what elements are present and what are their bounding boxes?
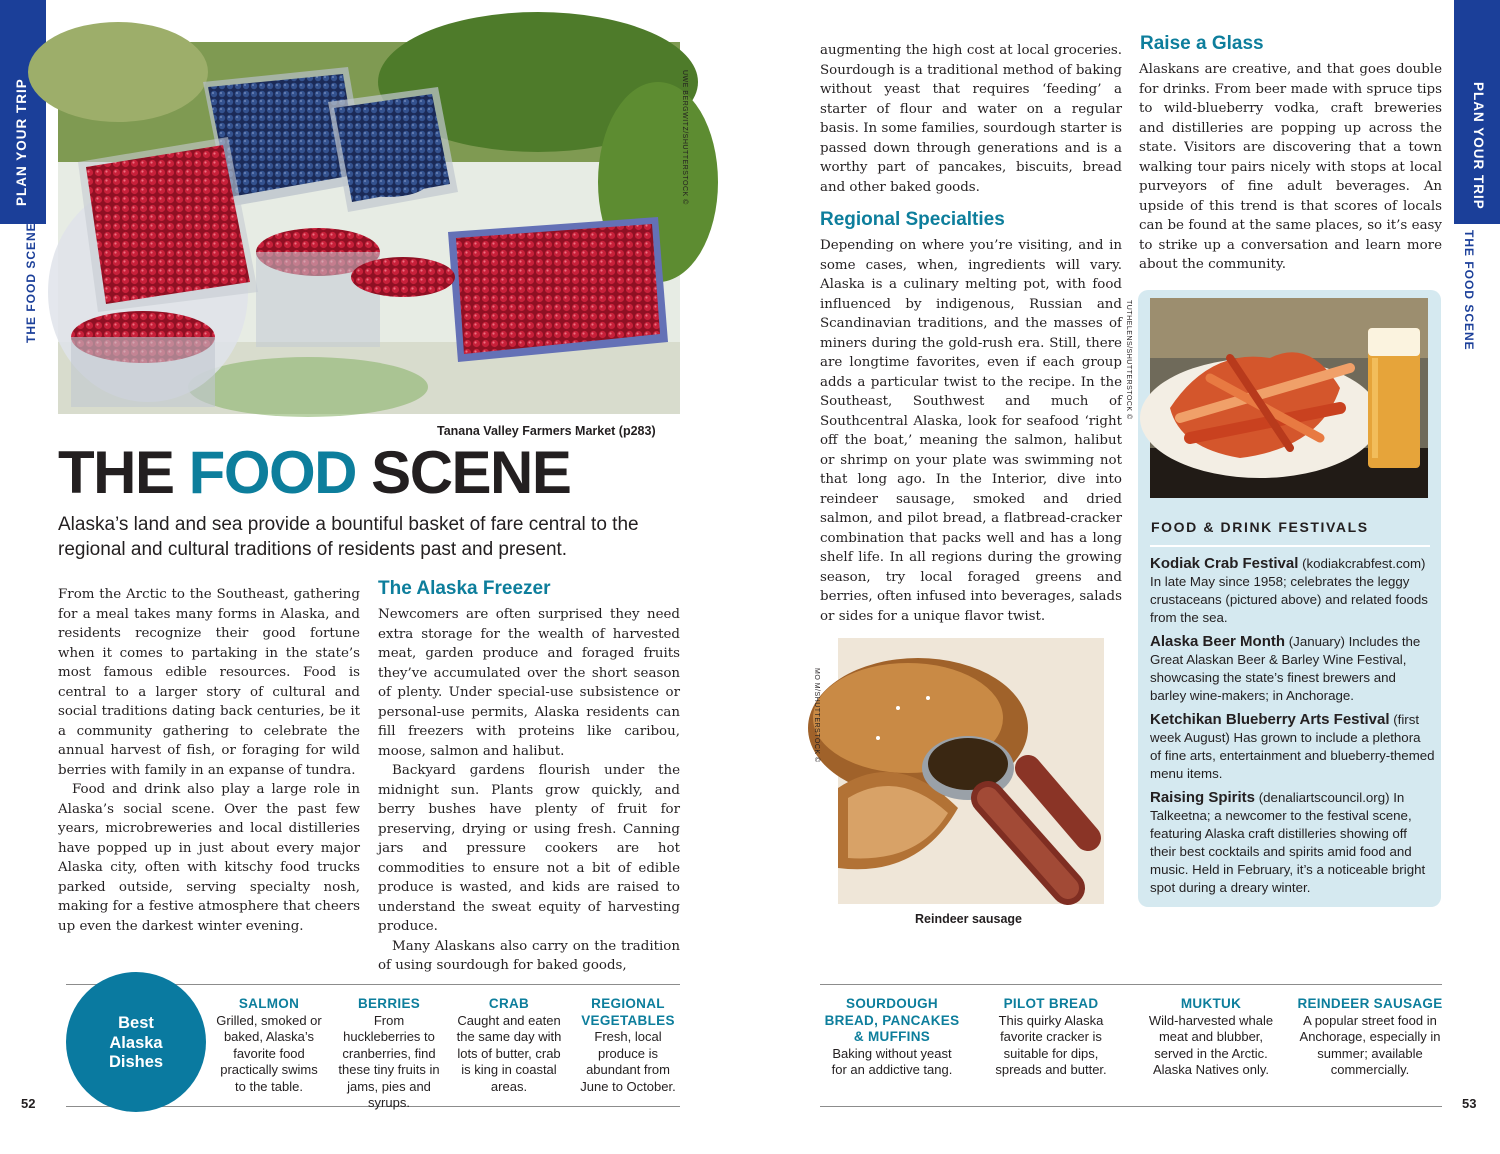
chapter-label-right: THE FOOD SCENE <box>1462 230 1476 351</box>
section-heading-freezer: The Alaska Freezer <box>378 578 551 599</box>
dish-item <box>455 996 563 1095</box>
paragraph: Backyard gardens flourish under the midnight sun. Plants grow quickly, and berry bushes have plenty of fruit for preserving, drying or using fresh. Canning jars and pressure cookers are hot commodities to ensure not a bit of edible produce is wasted, and kids are raised to understand the sweat equity of harvesting produce. <box>378 763 680 934</box>
dish-item <box>1296 996 1444 1079</box>
paragraph: Food and drink also play a large role in Alaska’s social scene. Over the past few years, microbreweries and local distilleries have popped up in just about every major Alaska city, often with kitschy food trucks parked outside, serving specialty nosh, making for a festive atmosphere that cheers up even the darkest winter evening. <box>58 782 360 934</box>
paragraph: Alaskans are creative, and that goes double for drinks. From beer made with spruce tips to wild-blueberry vodka, craft breweries and distilleries are popping up across the state. Visitors are discovering that a town walking tour pairs nicely with stops at local purveyors of fine adult beverages. An upside of this trend is that scores of locals can be found at the same places, so it’s easy to strike up a conversation and learn more about the community. <box>1139 62 1442 272</box>
festival-desc: (January) Includes the Great Alaskan Beer & Barley Wine Festival, showcasing the state’s finest brewers and barley wine-makers; in Anchorage. <box>1150 634 1421 703</box>
dish-desc: Baking without yeast for an addictive tang. <box>831 1045 953 1077</box>
festival-item <box>1150 633 1435 705</box>
festival-name: Raising Spirits <box>1150 789 1256 806</box>
festival-name: Alaska Beer Month <box>1150 633 1286 650</box>
intro-standfirst: Alaska’s land and sea provide a bountiful basket of fare central to the regional and cultural traditions of residents past and present. <box>58 514 639 560</box>
page-number-left: 52 <box>21 1096 36 1111</box>
paragraph: Newcomers are often surprised they need extra storage for the wealth of harvested meat, garden produce and foraged fruits they’ve accumulated over the short season of plenty. Under special-use subsistence or personal-use permits, Alaska residents can fill freezers with proteins like caribou, moose, salmon and halibut. <box>378 607 680 759</box>
festival-desc: (first week August) Has grown to include a plethora of fine arts, entertainment and blueberry-themed menu items. <box>1150 712 1435 781</box>
festival-item <box>1150 555 1435 627</box>
dish-item <box>215 996 323 1095</box>
festival-desc: (kodiakcrabfest.com) In late May since 1958; celebrates the leggy crustaceans (pictured above) and related foods from the sea. <box>1150 556 1428 625</box>
festival-item <box>1150 711 1435 783</box>
farmers-market-photo <box>58 42 680 414</box>
section-heading-glass: Raise a Glass <box>1140 33 1264 54</box>
dish-desc: A popular street food in Anchorage, especially in summer; available commercially. <box>1299 1012 1441 1077</box>
dish-name: MUKTUK <box>1180 996 1242 1011</box>
section-label-left: PLAN YOUR TRIP <box>14 78 29 206</box>
dish-item <box>990 996 1112 1079</box>
festival-item <box>1150 789 1435 897</box>
body-column-3 <box>820 236 1122 631</box>
dish-desc: Fresh, local produce is abundant from June to October. <box>580 1029 676 1094</box>
berries-illustration <box>58 42 680 414</box>
dish-item <box>335 996 443 1112</box>
festivals-title: FOOD & DRINK FESTIVALS <box>1151 519 1369 535</box>
festival-desc: (denaliartscouncil.org) In Talkeetna; a newcomer to the festival scene, featuring Alaska craft distilleries showing off their best cocktails and spirits amid food and music. Held in February, it’s a noticeable bright spot during a dreary winter. <box>1150 790 1426 895</box>
page-title <box>58 440 570 506</box>
body-column-2 <box>378 605 680 973</box>
best-dishes-badge <box>66 972 206 1112</box>
sausage-photo-caption: Reindeer sausage <box>915 912 1022 926</box>
page-number-right: 53 <box>1462 1096 1477 1111</box>
festival-name: Kodiak Crab Festival <box>1150 555 1299 572</box>
dish-name: SOURDOUGH BREAD, PANCAKES & MUFFINS <box>824 996 960 1044</box>
dish-name: CRAB <box>488 996 530 1011</box>
section-heading-regional: Regional Specialties <box>820 209 1005 230</box>
dishes-top-rule-right <box>820 984 1442 985</box>
body-column-3-top <box>820 41 1122 201</box>
best-dishes-label: Best Alaska Dishes <box>108 1014 164 1071</box>
dish-desc: Caught and eaten the same day with lots of butter, crab is king in coastal areas. <box>456 1012 562 1094</box>
title-word-food: FOOD <box>188 439 356 506</box>
dish-name: SALMON <box>238 996 300 1011</box>
dish-item <box>574 996 682 1095</box>
sausage-photo-credit: MO M/SHUTTERSTOCK © <box>813 668 820 763</box>
dish-desc: From huckleberries to cranberries, find these tiny fruits in jams, pies and syrups. <box>338 1012 440 1110</box>
dish-desc: Wild-harvested whale meat and blubber, served in the Arctic. Alaska Natives only. <box>1148 1012 1274 1077</box>
body-column-1 <box>58 585 360 960</box>
paragraph: From the Arctic to the Southeast, gathering for a meal takes many forms in Alaska, and residents recognize their good fortune when it comes to partaking in the state’s most famous edible resources. Food is central to a larger story of cultural and social traditions dating back centuries, be it a community gathering to celebrate the annual harvest of fish, or foraging for wild berries with family in an expanse of tundra. <box>58 587 360 778</box>
dish-item <box>824 996 960 1079</box>
section-label-right: PLAN YOUR TRIP <box>1471 82 1486 210</box>
body-column-4 <box>1139 60 1442 278</box>
title-word-scene: SCENE <box>356 439 571 506</box>
crab-photo-credit: TUTHELENS/SHUTTERSTOCK © <box>1125 300 1132 420</box>
festivals-divider <box>1150 545 1430 547</box>
crab-illustration <box>1150 298 1428 498</box>
chapter-label-left: THE FOOD SCENE <box>24 222 38 343</box>
dish-desc: Grilled, smoked or baked, Alaska’s favorite food practically swims to the table. <box>216 1012 322 1094</box>
dish-item <box>1144 996 1278 1079</box>
paragraph: augmenting the high cost at local groceries. Sourdough is a traditional method of baking without yeast that requires ‘feeding’ a starter of flour and water on a regular basis. In some families, sourdough starter is passed down through generations and is a worthy part of pancakes, biscuits, bread and other baked goods. <box>820 43 1122 195</box>
title-word-the: THE <box>58 439 189 506</box>
festival-name: Ketchikan Blueberry Arts Festival <box>1150 711 1390 728</box>
sausage-illustration <box>838 638 1104 904</box>
dish-name: BERRIES <box>357 996 421 1011</box>
dishes-bottom-rule-right <box>820 1106 1442 1107</box>
paragraph: Depending on where you’re visiting, and in some cases, when, ingredients will vary. Alaska is a culinary melting pot, with food influenced by indigenous, Russian and Scandinavian traditions, and the masses of miners during the gold-rush era. Still, there are longtime favorites, even if each group adds a particular twist to the recipe. In the Southeast, Southwest and much of Southcentral Alaska, look for seafood ‘right off the boat,’ meaning the salmon, halibut or shrimp on your plate was swimming not that long ago. In the Interior, dive into reindeer sausage, smoked and dried salmon, and pilot bread, a flatbread-cracker combination that packs well and has a long shelf life. In all regions during the growing season, try local foraged greens and berries, often infused into beverages, salads or sides for a unique flavor twist. <box>820 238 1122 624</box>
market-photo-caption: Tanana Valley Farmers Market (p283) <box>437 424 656 438</box>
paragraph: Many Alaskans also carry on the tradition of using sourdough for baked goods, <box>378 938 680 973</box>
dish-name: REGIONAL VEGETABLES <box>581 996 675 1028</box>
dish-name: PILOT BREAD <box>1003 996 1099 1011</box>
section-tab-left <box>0 0 46 224</box>
crab-photo <box>1150 298 1428 498</box>
market-photo-credit: UWE BERGWITZ/SHUTTERSTOCK © <box>681 70 688 205</box>
dish-name: REINDEER SAUSAGE <box>1297 996 1443 1011</box>
dish-desc: This quirky Alaska favorite cracker is suitable for dips, spreads and butter. <box>995 1012 1107 1077</box>
section-tab-right <box>1454 0 1500 224</box>
reindeer-sausage-photo <box>838 638 1104 904</box>
